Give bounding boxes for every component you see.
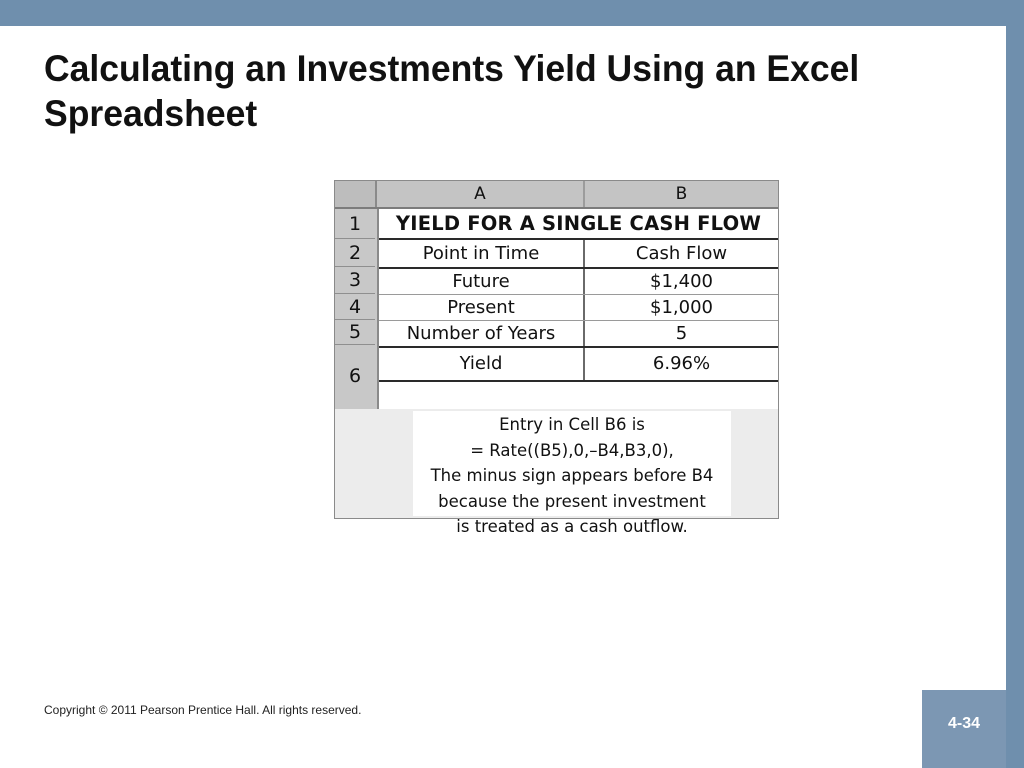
slide-title xyxy=(44,46,946,136)
note-line-5: is treated as a cash outflow. xyxy=(456,517,688,536)
slide-title-line-2: Spreadsheet xyxy=(44,93,258,134)
row-header-1: 1 xyxy=(335,209,375,239)
sheet-title-cell: YIELD FOR A SINGLE CASH FLOW xyxy=(395,212,762,235)
copyright-text: Copyright © 2011 Pearson Prentice Hall. All rights reserved. xyxy=(44,703,362,717)
note-line-3: The minus sign appears before B4 xyxy=(430,466,714,485)
note-line-2: = Rate((B5),0,–B4,B3,0), xyxy=(470,440,674,460)
cell-a5: Number of Years xyxy=(379,321,585,346)
border-line xyxy=(379,380,778,382)
cell-b3: $1,400 xyxy=(650,271,713,292)
row-header-column xyxy=(335,209,379,409)
note-line-4: because the present investment xyxy=(438,491,706,511)
cell-b6: 6.96% xyxy=(652,353,711,374)
row-header-5: 5 xyxy=(335,320,375,345)
select-all-corner xyxy=(335,181,377,207)
formula-note xyxy=(413,411,731,536)
column-header-row xyxy=(335,181,778,209)
note-line-1: Entry in Cell B6 is xyxy=(499,415,645,434)
note-area xyxy=(335,409,778,536)
cell-a2: Point in Time xyxy=(379,240,585,267)
row-header-4: 4 xyxy=(335,294,375,320)
cell-b2: Cash Flow xyxy=(635,243,728,264)
row-header-3: 3 xyxy=(335,267,375,294)
slide-title-line-1: Calculating an Investments Yield Using an Excel xyxy=(44,48,860,89)
column-header-b: B xyxy=(675,184,688,204)
cell-a3: Future xyxy=(379,269,585,294)
cell-b4: $1,000 xyxy=(650,297,713,318)
spreadsheet-image xyxy=(334,180,779,536)
column-header-a: A xyxy=(377,181,585,207)
cell-a4: Present xyxy=(379,295,585,320)
page-number: 4-34 xyxy=(947,715,981,732)
row-header-2: 2 xyxy=(335,239,375,267)
page-number-box xyxy=(922,690,1006,768)
cell-b5: 5 xyxy=(675,323,688,344)
row-header-6: 6 xyxy=(348,365,362,387)
cell-a6: Yield xyxy=(379,348,585,380)
